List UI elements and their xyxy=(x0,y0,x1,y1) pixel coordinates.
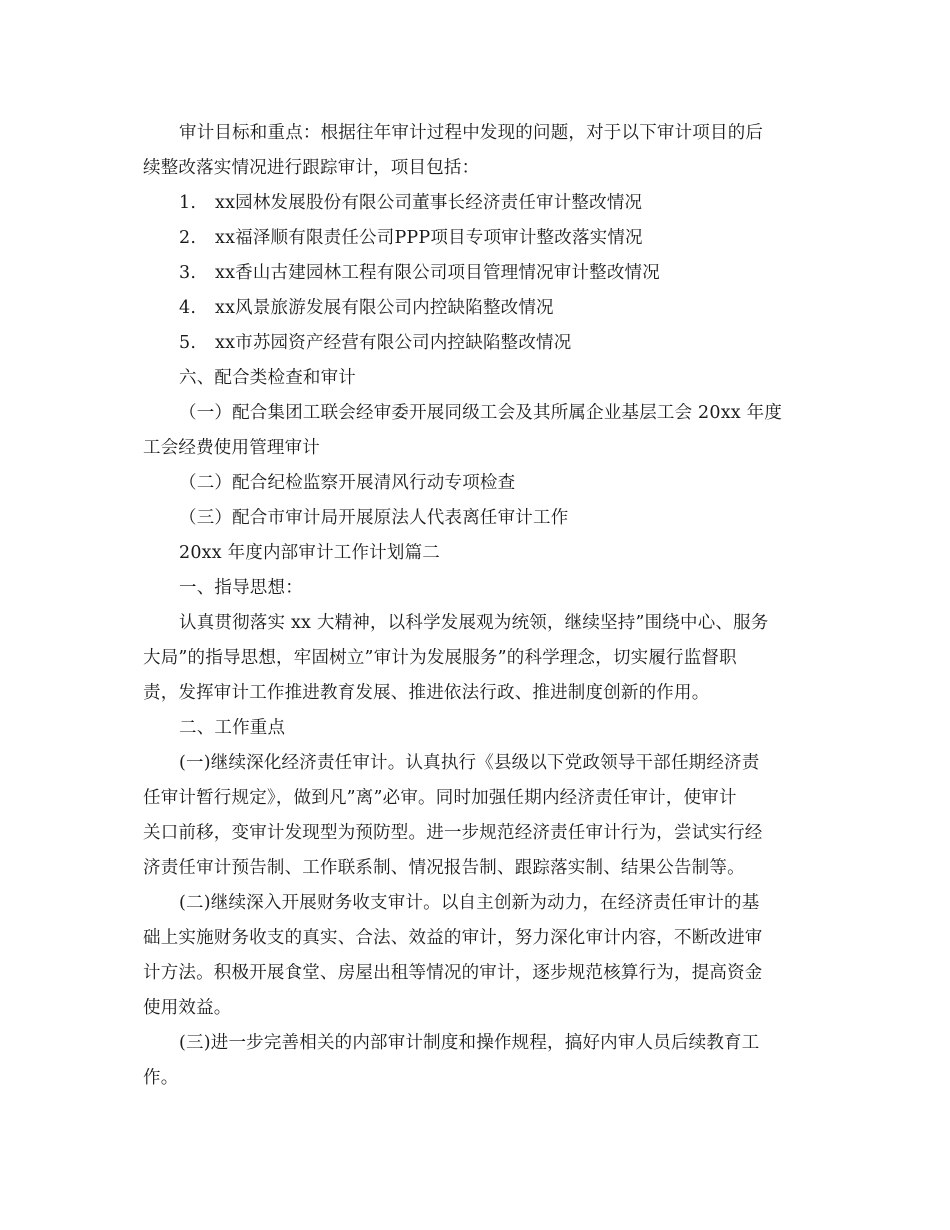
list-number: 3. xyxy=(179,263,197,283)
subsection-1-line-1: （一）配合集团工联会经审委开展同级工会及其所属企业基层工会 20xx 年度 xyxy=(179,403,783,423)
intro-line-1: 审计目标和重点：根据往年审计过程中发现的问题，对于以下审计项目的后 xyxy=(179,123,764,143)
paragraph-line: (二)继续深入开展财务收支审计。以自主创新为动力，在经济责任审计的基 xyxy=(179,893,760,913)
list-text: xx市苏园资产经营有限公司内控缺陷整改情况 xyxy=(215,333,572,353)
paragraph-line: 任审计暂行规定》，做到凡”离”必审。同时加强任期内经济责任审计，使审计 xyxy=(143,788,737,808)
section-heading: 六、配合类检查和审计 xyxy=(179,368,356,388)
paragraph-line: 关口前移，变审计发现型为预防型。进一步规范经济责任审计行为，尝试实行经 xyxy=(143,823,763,843)
paragraph-line: (一)继续深化经济责任审计。认真执行《县级以下党政领导干部任期经济责 xyxy=(179,753,760,773)
paragraph-line: 使用效益。 xyxy=(143,998,232,1018)
paragraph-line: 大局”的指导思想，牢固树立”审计为发展服务”的科学理念，切实履行监督职 xyxy=(143,648,737,668)
list-item xyxy=(179,256,660,291)
part-title: 20xx 年度内部审计工作计划篇二 xyxy=(179,543,440,563)
paragraph-line: 责，发挥审计工作推进教育发展、推进依法行政、推进制度创新的作用。 xyxy=(143,683,710,703)
heading-work-focus: 二、工作重点 xyxy=(179,718,286,738)
subsection-1-line-2: 工会经费使用管理审计 xyxy=(143,438,320,458)
list-item xyxy=(179,291,554,326)
subsection-3: （三）配合市审计局开展原法人代表离任审计工作 xyxy=(179,508,569,528)
paragraph-line: 济责任审计预告制、工作联系制、情况报告制、跟踪落实制、结果公告制等。 xyxy=(143,858,745,878)
paragraph-line: 计方法。积极开展食堂、房屋出租等情况的审计，逐步规范核算行为，提高资金 xyxy=(143,963,763,983)
list-number: 4. xyxy=(179,298,197,318)
paragraph-line: 认真贯彻落实 xx 大精神，以科学发展观为统领，继续坚持”围绕中心、服务 xyxy=(179,613,769,633)
paragraph-line: 础上实施财务收支的真实、合法、效益的审计，努力深化审计内容，不断改进审 xyxy=(143,928,763,948)
list-number: 2. xyxy=(179,228,197,248)
list-item xyxy=(179,186,642,221)
heading-guiding-thought: 一、指导思想： xyxy=(179,578,303,598)
list-text: xx风景旅游发展有限公司内控缺陷整改情况 xyxy=(215,298,554,318)
paragraph-line: (三)进一步完善相关的内部审计制度和操作规程，搞好内审人员后续教育工 xyxy=(179,1033,760,1053)
list-item xyxy=(179,221,643,256)
list-text: xx园林发展股份有限公司董事长经济责任审计整改情况 xyxy=(215,193,643,213)
list-item xyxy=(179,326,571,361)
list-number: 1. xyxy=(179,193,197,213)
subsection-2: （二）配合纪检监察开展清风行动专项检查 xyxy=(179,473,516,493)
list-number: 5. xyxy=(179,333,197,353)
list-text: xx福泽顺有限责任公司PPP项目专项审计整改落实情况 xyxy=(215,228,643,248)
intro-line-2: 续整改落实情况进行跟踪审计，项目包括： xyxy=(143,158,480,178)
list-text: xx香山古建园林工程有限公司项目管理情况审计整改情况 xyxy=(215,263,660,283)
paragraph-line: 作。 xyxy=(143,1068,179,1088)
